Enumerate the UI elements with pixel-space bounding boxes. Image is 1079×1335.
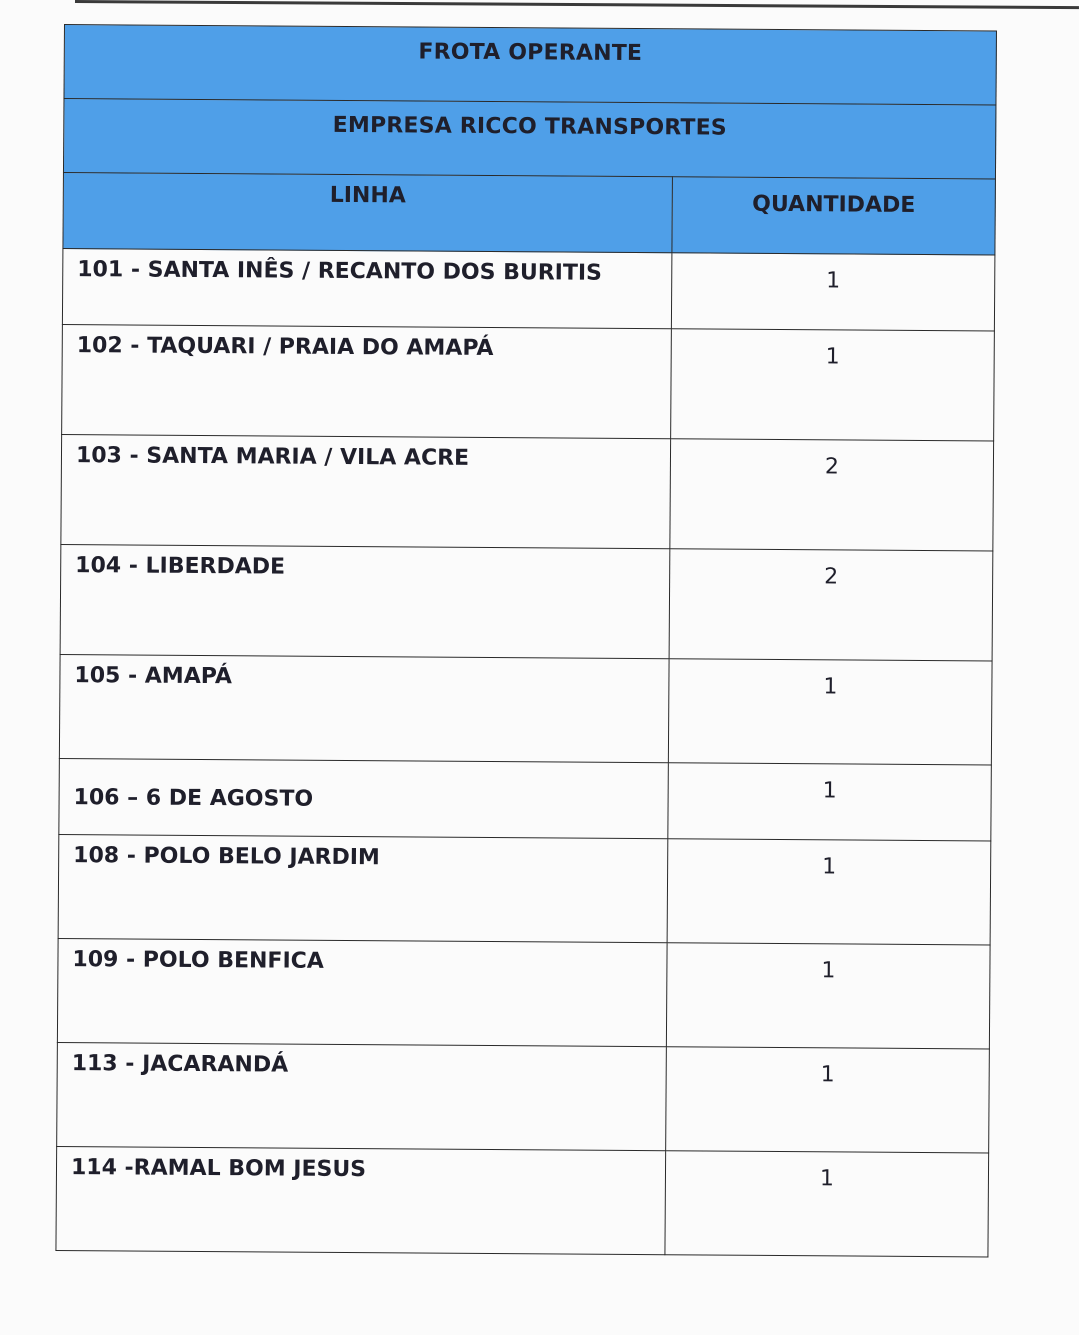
company-row [63,99,996,180]
table-row [59,758,992,841]
table-row [57,1042,990,1153]
column-header-quantity: QUANTIDADE [672,177,996,255]
table-row [61,434,994,551]
quantity-cell: 1 [671,329,995,441]
table-row [57,938,990,1049]
quantity-cell: 1 [668,659,992,765]
quantity-cell: 1 [671,253,995,331]
table-row [59,654,992,765]
fleet-table [55,24,997,1257]
top-scan-rule [75,0,1079,9]
table-row [62,248,995,331]
company-name: EMPRESA RICCO TRANSPORTES [63,99,996,180]
column-header-line: LINHA [63,172,673,252]
table-title: FROTA OPERANTE [64,25,997,106]
quantity-cell: 2 [669,549,993,661]
line-name-cell: 113 - JACARANDÁ [57,1042,667,1150]
line-name-cell: 109 - POLO BENFICA [57,938,667,1046]
quantity-cell: 1 [668,763,992,841]
table-row [60,544,993,661]
line-name-cell: 105 - AMAPÁ [59,654,669,762]
table-row [56,1146,989,1257]
column-header-row [63,172,996,255]
line-name-cell: 102 - TAQUARI / PRAIA DO AMAPÁ [62,324,672,438]
title-row [64,25,997,106]
fleet-document [55,24,996,1257]
table-row [62,324,995,441]
quantity-cell: 1 [665,1151,989,1257]
line-name-cell: 108 - POLO BELO JARDIM [58,834,668,942]
line-name-cell: 103 - SANTA MARIA / VILA ACRE [61,434,671,548]
quantity-cell: 1 [666,1047,990,1153]
quantity-cell: 2 [670,439,994,551]
table-row [58,834,991,945]
line-name-cell: 114 -RAMAL BOM JESUS [56,1146,666,1254]
line-name-cell: 104 - LIBERDADE [60,544,670,658]
line-name-cell: 101 - SANTA INÊS / RECANTO DOS BURITIS [62,248,672,328]
quantity-cell: 1 [667,839,991,945]
line-name-cell: 106 – 6 DE AGOSTO [59,758,669,838]
quantity-cell: 1 [666,943,990,1049]
